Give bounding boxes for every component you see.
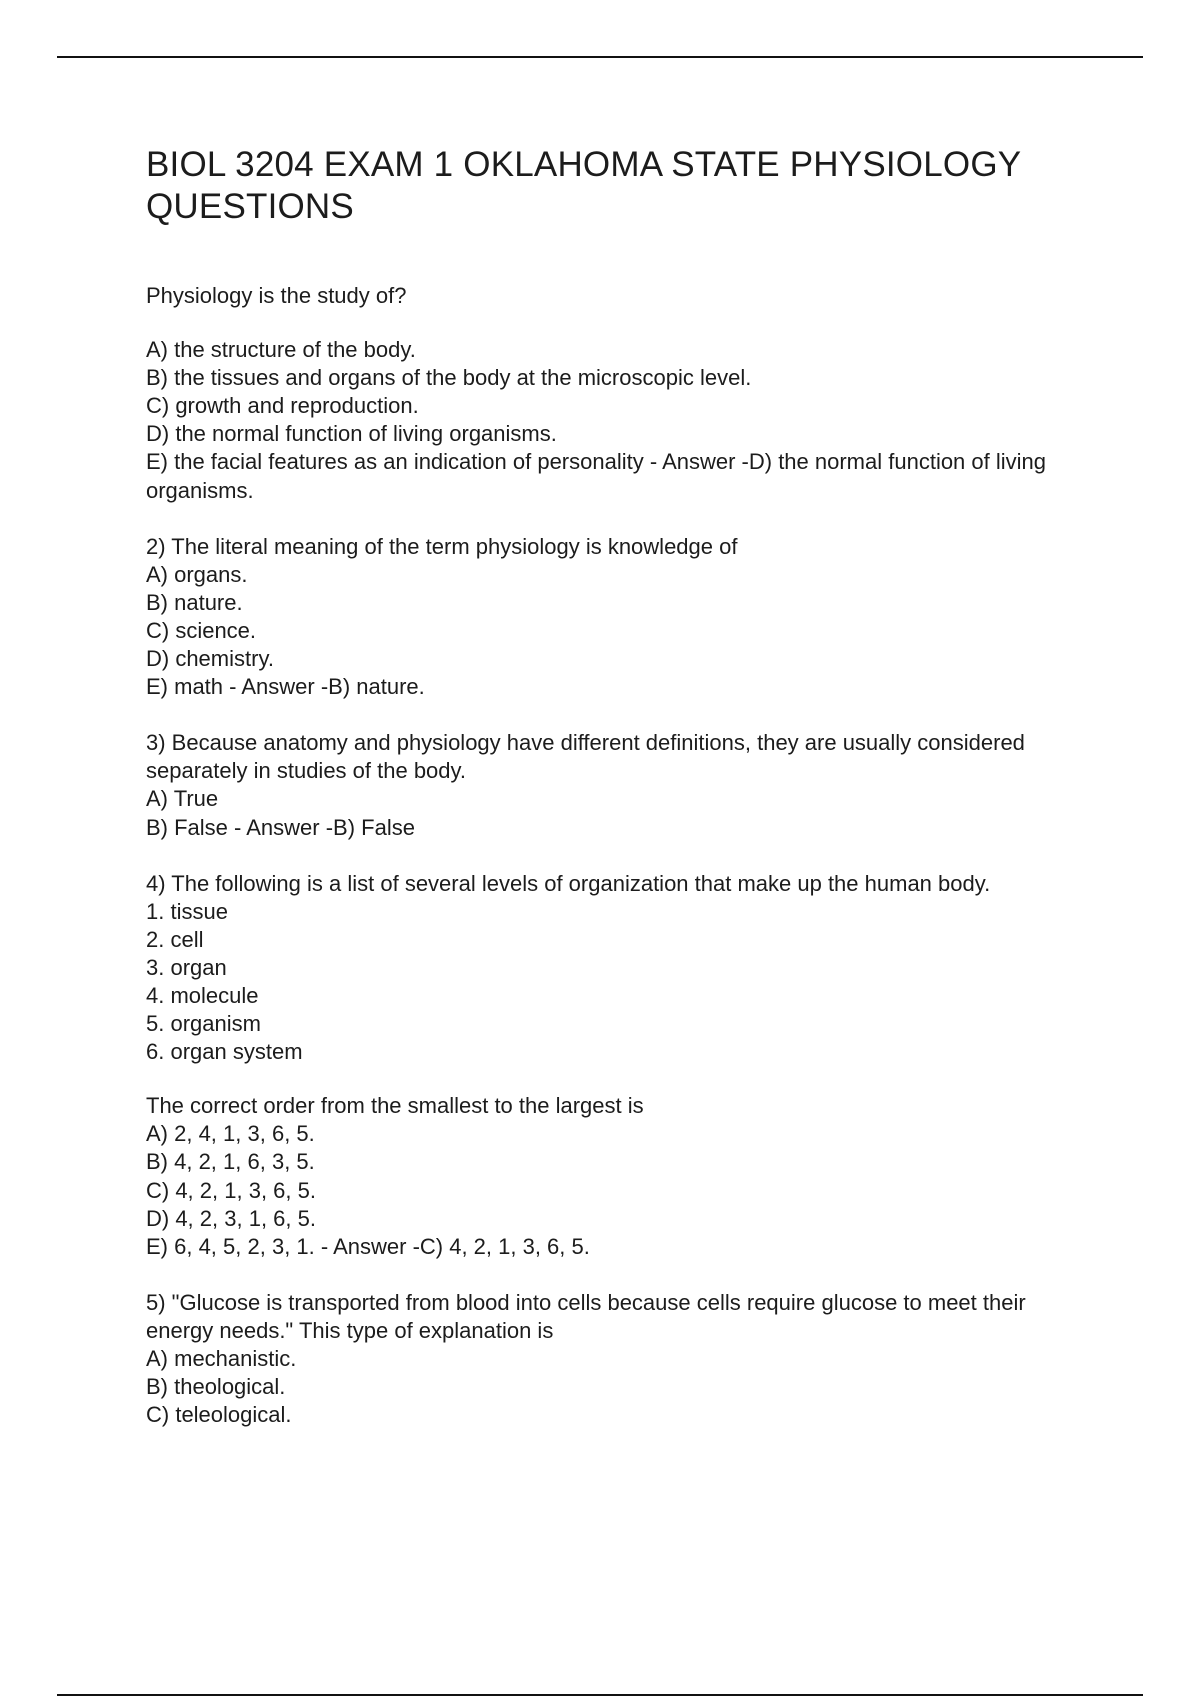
answer-option: B) nature. bbox=[146, 589, 243, 615]
answer-option: C) teleological. bbox=[146, 1402, 292, 1428]
footer-rule bbox=[57, 1694, 1143, 1696]
list-item: 4. molecule bbox=[146, 982, 259, 1008]
list-item: 5. organism bbox=[146, 1011, 261, 1037]
question-prompt: 2) The literal meaning of the term physiology is knowledge of bbox=[146, 533, 738, 559]
answer-option: B) theological. bbox=[146, 1374, 286, 1400]
list-item: 2. cell bbox=[146, 926, 204, 952]
list-item: 6. organ system bbox=[146, 1039, 303, 1065]
spacer bbox=[146, 310, 1096, 336]
question-prompt: 4) The following is a list of several levels of organization that make up the human body. bbox=[146, 870, 991, 896]
question-prompt: 5) "Glucose is transported from blood into cells because cells require glucose to meet their energy needs." This type of explanation is bbox=[146, 1289, 1026, 1343]
answer-option: B) False - Answer -B) False bbox=[146, 814, 415, 840]
answer-option: D) chemistry. bbox=[146, 646, 274, 672]
answer-option: A) the structure of the body. bbox=[146, 337, 416, 363]
answer-option: E) the facial features as an indication of personality - Answer -D) the normal function of living organisms. bbox=[146, 449, 1047, 503]
answer-option: A) organs. bbox=[146, 561, 248, 587]
header-rule bbox=[57, 56, 1143, 58]
question-4 bbox=[146, 870, 1096, 1261]
question-subprompt: The correct order from the smallest to the largest is bbox=[146, 1093, 644, 1119]
page-content bbox=[146, 144, 1096, 1457]
answer-option: C) growth and reproduction. bbox=[146, 393, 419, 419]
answer-option: A) True bbox=[146, 786, 219, 812]
answer-option: C) 4, 2, 1, 3, 6, 5. bbox=[146, 1177, 316, 1203]
question-3 bbox=[146, 729, 1096, 841]
answer-option: D) 4, 2, 3, 1, 6, 5. bbox=[146, 1205, 316, 1231]
question-5 bbox=[146, 1289, 1096, 1429]
answer-option: B) the tissues and organs of the body at the microscopic level. bbox=[146, 365, 752, 391]
question-2 bbox=[146, 533, 1096, 702]
answer-option: B) 4, 2, 1, 6, 3, 5. bbox=[146, 1149, 315, 1175]
question-prompt: 3) Because anatomy and physiology have different definitions, they are usually considered separately in studies of the body. bbox=[146, 730, 1025, 784]
answer-option: C) science. bbox=[146, 617, 257, 643]
document-title: BIOL 3204 EXAM 1 OKLAHOMA STATE PHYSIOLOGY QUESTIONS bbox=[146, 145, 1021, 226]
list-item: 1. tissue bbox=[146, 898, 228, 924]
answer-option: E) 6, 4, 5, 2, 3, 1. - Answer -C) 4, 2, 1, 3, 6, 5. bbox=[146, 1233, 590, 1259]
question-prompt: Physiology is the study of? bbox=[146, 283, 407, 308]
spacer bbox=[146, 1066, 1096, 1092]
answer-option: A) mechanistic. bbox=[146, 1346, 297, 1371]
answer-option: E) math - Answer -B) nature. bbox=[146, 674, 425, 700]
list-item: 3. organ bbox=[146, 954, 227, 980]
question-1 bbox=[146, 282, 1096, 505]
answer-option: D) the normal function of living organisms. bbox=[146, 421, 557, 447]
answer-option: A) 2, 4, 1, 3, 6, 5. bbox=[146, 1121, 315, 1147]
